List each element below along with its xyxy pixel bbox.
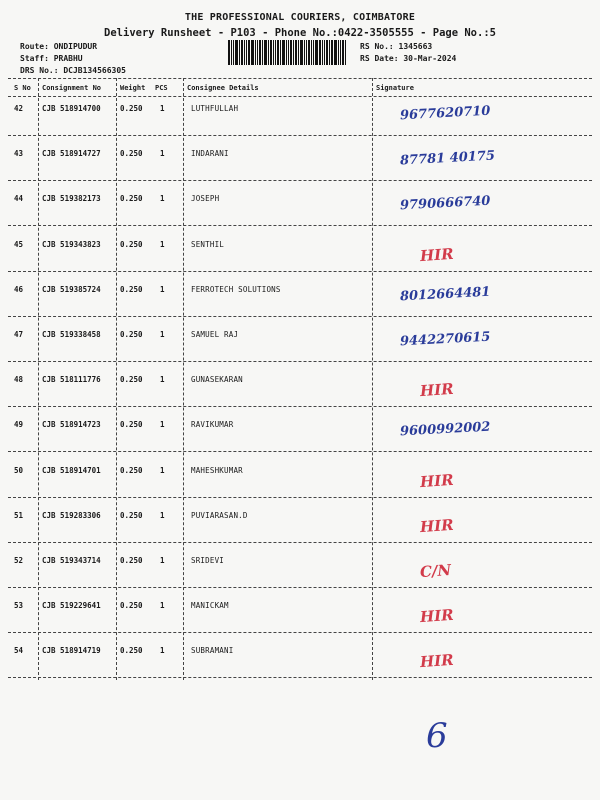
row-pcs: 1 — [160, 104, 165, 113]
barcode-bar — [264, 40, 267, 65]
barcode-bar — [326, 40, 328, 65]
handwritten-signature: HIR — [419, 515, 455, 536]
row-pcs: 1 — [160, 465, 165, 475]
barcode-bar — [273, 40, 274, 65]
row-consignment-no: CJB 519343823 — [42, 239, 101, 249]
row-consignment-no: CJB 519382173 — [42, 194, 101, 204]
barcode-bar — [293, 40, 294, 65]
row-consignee: INDARANI — [191, 149, 229, 159]
row-pcs: 1 — [160, 646, 165, 656]
barcode-bar — [257, 40, 258, 65]
row-separator — [8, 677, 592, 678]
row-weight: 0.250 — [120, 646, 143, 656]
row-sno: 42 — [14, 104, 24, 113]
row-separator — [8, 180, 592, 181]
barcode-bar — [239, 40, 240, 65]
handwritten-signature: 87781 40175 — [399, 148, 496, 169]
row-consignee: GUNASEKARAN — [191, 375, 243, 385]
row-consignment-no: CJB 518914723 — [42, 420, 101, 430]
row-sno: 50 — [14, 465, 24, 475]
row-separator — [8, 271, 592, 272]
handwritten-page-mark: 6 — [426, 716, 448, 756]
row-consignment-no: CJB 518111776 — [42, 375, 101, 385]
rs-date: RS Date: 30-Mar-2024 — [360, 54, 457, 63]
row-sno: 53 — [14, 601, 24, 611]
row-pcs: 1 — [160, 556, 165, 565]
row-sno: 45 — [14, 239, 24, 249]
row-consignment-no: CJB 518914719 — [42, 646, 101, 656]
row-weight: 0.250 — [120, 601, 143, 611]
barcode-bar — [246, 40, 247, 65]
row-consignment-no: CJB 518914701 — [42, 465, 101, 475]
barcode-bar — [259, 40, 261, 65]
row-consignee: MAHESHKUMAR — [191, 465, 243, 475]
barcode-bar — [342, 40, 344, 65]
row-consignee: SRIDEVI — [191, 556, 225, 565]
row-pcs: 1 — [160, 330, 165, 339]
barcode-bar — [288, 40, 289, 65]
header-top-rule — [8, 78, 592, 79]
row-consignment-no: CJB 519283306 — [42, 510, 101, 520]
barcode-bar — [340, 40, 341, 65]
barcode-bar — [255, 40, 256, 65]
row-sno: 44 — [14, 194, 24, 204]
row-sno: 46 — [14, 284, 24, 294]
divider-consignee — [372, 78, 373, 680]
row-sno: 54 — [14, 646, 24, 656]
header-bottom-rule — [8, 96, 592, 97]
row-consignee: SAMUEL RAJ — [191, 330, 239, 339]
row-weight: 0.250 — [120, 375, 143, 385]
row-pcs: 1 — [160, 284, 165, 294]
row-consignee: LUTHFULLAH — [191, 104, 239, 113]
divider-consignment — [116, 78, 117, 680]
barcode-bar — [286, 40, 287, 65]
handwritten-signature: C/N — [419, 560, 452, 582]
barcode-bar — [231, 40, 232, 65]
row-separator — [8, 451, 592, 452]
row-consignment-no: CJB 519229641 — [42, 601, 101, 611]
barcode-bar — [345, 40, 346, 65]
row-weight: 0.250 — [120, 194, 143, 204]
row-separator — [8, 225, 592, 226]
barcode-bar — [308, 40, 310, 65]
row-weight: 0.250 — [120, 510, 143, 520]
barcode-bar — [282, 40, 285, 65]
handwritten-signature: HIR — [419, 244, 455, 265]
row-weight: 0.250 — [120, 149, 143, 159]
row-consignee: SUBRAMANI — [191, 646, 234, 656]
barcode-bar — [334, 40, 337, 65]
row-consignee: JOSEPH — [191, 194, 220, 204]
row-consignee: PUVIARASAN.D — [191, 510, 248, 520]
row-weight: 0.250 — [120, 284, 143, 294]
handwritten-signature: HIR — [419, 651, 455, 672]
barcode-bar — [233, 40, 234, 65]
barcode-bar — [275, 40, 276, 65]
barcode-bar — [311, 40, 312, 65]
row-consignment-no: CJB 519385724 — [42, 284, 101, 294]
row-sno: 47 — [14, 330, 24, 339]
barcode-bar — [251, 40, 254, 65]
row-separator — [8, 406, 592, 407]
row-consignee: SENTHIL — [191, 239, 225, 249]
barcode-bar — [268, 40, 269, 65]
handwritten-signature: 9442270615 — [399, 329, 491, 350]
row-consignment-no: CJB 519343714 — [42, 556, 101, 565]
row-consignment-no: CJB 518914727 — [42, 149, 101, 159]
row-consignee: FERROTECH SOLUTIONS — [191, 284, 281, 294]
row-weight: 0.250 — [120, 420, 143, 430]
divider-sno — [38, 78, 39, 680]
barcode-bar — [248, 40, 250, 65]
handwritten-signature: HIR — [419, 606, 455, 627]
row-consignment-no: CJB 518914700 — [42, 104, 101, 113]
barcode-bar — [280, 40, 281, 65]
row-consignment-no: CJB 519338458 — [42, 330, 101, 339]
barcode-bar — [304, 40, 305, 65]
barcode-bar — [322, 40, 323, 65]
col-consignment: Consignment No — [42, 84, 102, 92]
barcode-bar — [319, 40, 321, 65]
col-consignee: Consignee Details — [187, 84, 259, 92]
barcode-bar — [324, 40, 325, 65]
col-signature: Signature — [376, 84, 414, 92]
row-pcs: 1 — [160, 194, 165, 204]
row-pcs: 1 — [160, 375, 165, 385]
row-sno: 49 — [14, 420, 24, 430]
barcode-bar — [228, 40, 230, 65]
barcode-bar — [235, 40, 238, 65]
staff-label: Staff: PRABHU — [20, 54, 83, 63]
row-pcs: 1 — [160, 420, 165, 430]
barcode-bar — [315, 40, 318, 65]
runsheet-title: Delivery Runsheet - P103 - Phone No.:0422-3505555 - Page No.:5 — [104, 27, 496, 39]
row-weight: 0.250 — [120, 239, 143, 249]
barcode-bar — [298, 40, 299, 65]
handwritten-signature: 9677620710 — [399, 103, 491, 124]
row-sno: 43 — [14, 149, 24, 159]
divider-pcs — [183, 78, 184, 680]
col-pcs: PCS — [155, 84, 168, 92]
barcode-bar — [331, 40, 333, 65]
barcode-bar — [329, 40, 330, 65]
row-consignee: MANICKAM — [191, 601, 229, 611]
row-separator — [8, 587, 592, 588]
row-separator — [8, 361, 592, 362]
barcode-bar — [244, 40, 245, 65]
row-pcs: 1 — [160, 239, 165, 249]
handwritten-signature: 9790666740 — [399, 194, 491, 214]
barcode-bar — [241, 40, 243, 65]
barcode — [228, 40, 354, 65]
rs-number: RS No.: 1345663 — [360, 42, 433, 51]
row-separator — [8, 632, 592, 633]
barcode-bar — [295, 40, 297, 65]
row-weight: 0.250 — [120, 556, 143, 565]
drs-label: DRS No.: DCJB134566305 — [20, 66, 126, 75]
barcode-bar — [290, 40, 292, 65]
row-separator — [8, 135, 592, 136]
row-separator — [8, 497, 592, 498]
barcode-bar — [306, 40, 307, 65]
row-sno: 48 — [14, 375, 24, 385]
row-weight: 0.250 — [120, 104, 143, 113]
row-separator — [8, 316, 592, 317]
row-consignee: RAVIKUMAR — [191, 420, 234, 430]
row-pcs: 1 — [160, 510, 165, 520]
col-weight: Weight — [120, 84, 146, 92]
barcode-bar — [338, 40, 339, 65]
handwritten-signature: HIR — [419, 470, 455, 491]
handwritten-signature: 8012664481 — [399, 284, 491, 305]
row-sno: 52 — [14, 556, 24, 565]
barcode-bar — [300, 40, 303, 65]
row-separator — [8, 542, 592, 543]
row-weight: 0.250 — [120, 465, 143, 475]
barcode-bar — [270, 40, 272, 65]
row-pcs: 1 — [160, 149, 165, 159]
barcode-bar — [313, 40, 314, 65]
route-label: Route: ONDIPUDUR — [20, 42, 98, 51]
company-title: THE PROFESSIONAL COURIERS, COIMBATORE — [184, 12, 416, 23]
row-weight: 0.250 — [120, 330, 143, 339]
col-sno: S No — [14, 84, 31, 92]
handwritten-signature: 9600992002 — [399, 420, 491, 440]
row-sno: 51 — [14, 510, 24, 520]
barcode-bar — [262, 40, 263, 65]
row-pcs: 1 — [160, 601, 165, 611]
barcode-bar — [277, 40, 279, 65]
handwritten-signature: HIR — [419, 380, 455, 401]
